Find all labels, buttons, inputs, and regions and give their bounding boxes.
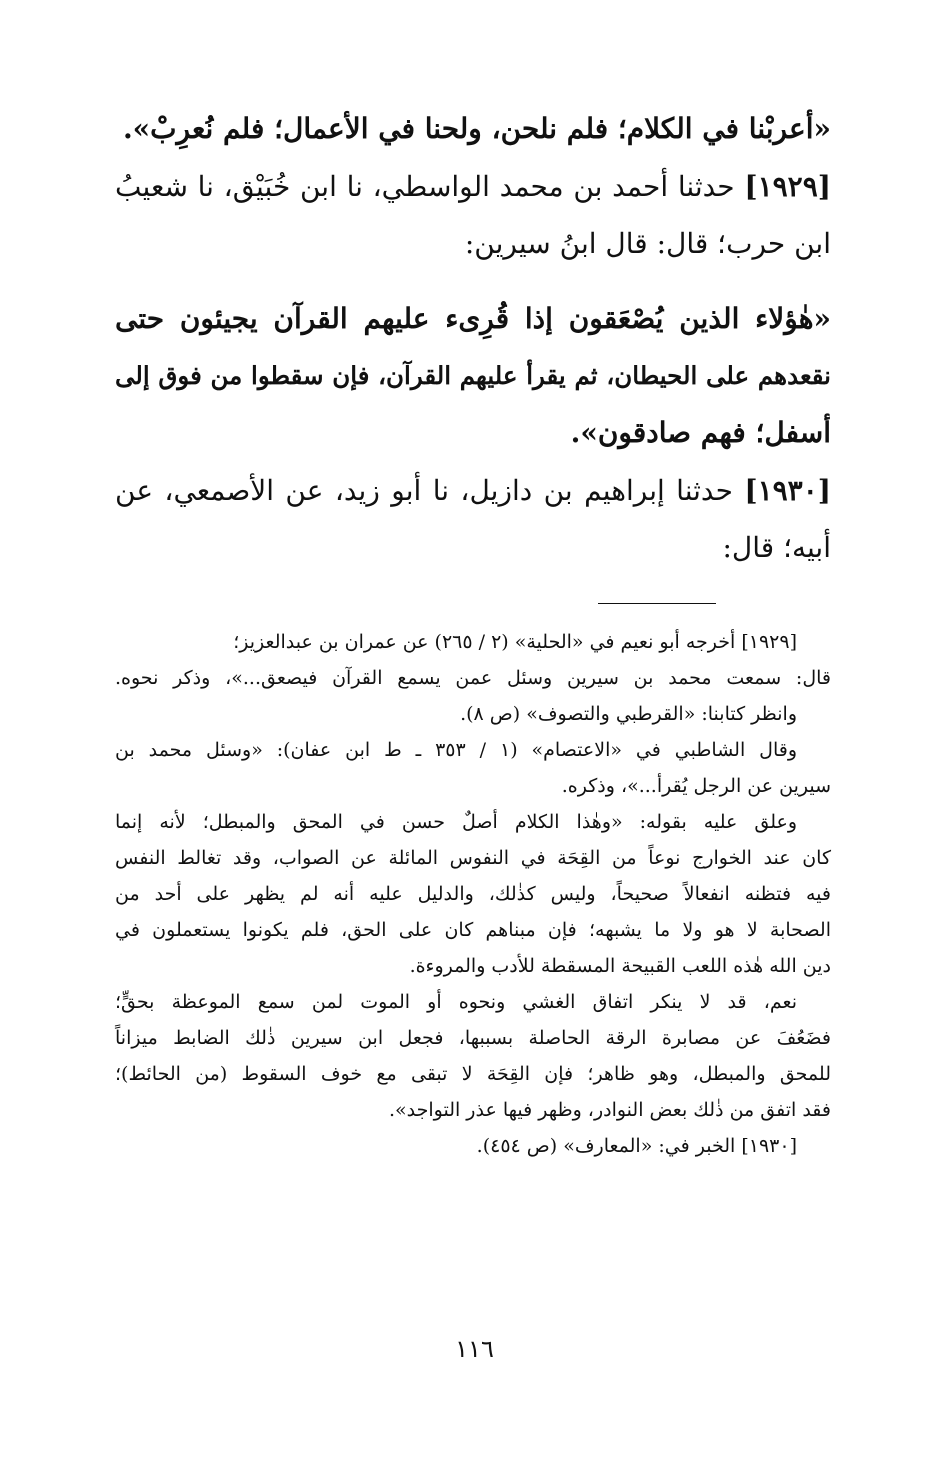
- entry-1930-isnad: حدثنا إبراهيم بن دازيل، نا أبو زيد، عن الأصمعي، عن: [115, 474, 733, 507]
- quote-line-3: أسفل؛ فهم صادقون».: [570, 416, 831, 449]
- entry-1930-line-1: [115, 462, 831, 519]
- page-number: ١١٦: [455, 1335, 494, 1363]
- footnote-line: وعلق عليه بقوله: «وهٰذا الكلام أصلٌ حسن في المحق والمبطل؛ لأنه إنما: [115, 811, 797, 833]
- footnote-line: كان عند الخوارج نوعاً من القِحَة في النفوس المائلة عن الصواب، وقد تغالط النفس: [115, 847, 831, 869]
- entry-1930: [115, 462, 831, 576]
- footnote-line: وانظر كتابنا: «القرطبي والتصوف» (ص ٨).: [460, 703, 797, 725]
- footnote-line: فقد اتفق من ذٰلك بعض النوادر، وظهر فيها عذر التواجد».: [388, 1099, 831, 1121]
- footnote-1930-number: [١٩٣٠]: [741, 1135, 797, 1157]
- entry-1929-line-2: ابن حرب؛ قال: قال ابنُ سيرين:: [464, 227, 831, 260]
- entry-1929-isnad: حدثنا أحمد بن محمد الواسطي، نا ابن خُبَيْق، نا شعيبُ: [115, 170, 735, 203]
- entry-1930-number: [١٩٣٠]: [744, 474, 831, 507]
- entry-1929-number: [١٩٢٩]: [744, 170, 831, 203]
- footnotes: [115, 624, 831, 1164]
- entry-1930-line-2: أبيه؛ قال:: [722, 531, 831, 564]
- quote-ending: «أعربْنا في الكلام؛ فلم نلحن، ولحنا في الأعمال؛ فلم نُعرِبْ».: [122, 112, 831, 145]
- footnote-line: دين الله هٰذه اللعب القبيحة المسقطة للأدب والمروءة.: [409, 955, 831, 977]
- footnote-1929-line-1: [١٩٢٩] أخرجه أبو نعيم في «الحلية» (٢ / ٢٦٥) عن عمران بن عبدالعزيز؛: [233, 631, 797, 653]
- footnote-line: الصحابة لا هو ولا ما يشبهه؛ فإن مبناهم كان على الحق، فلم يكونوا يستعملون في: [115, 919, 831, 941]
- quote-line-1: «هٰؤلاء الذين يُصْعَقون إذا قُرِىء عليهم القرآن يجيئون حتى: [115, 302, 831, 335]
- footnote-line: نعم، قد لا ينكر اتفاق الغشي ونحوه أو الموت لمن سمع الموعظة بحقٍّ؛: [115, 991, 797, 1013]
- footnote-line: فيه فتظنه انفعالاً صحيحاً، وليس كذٰلك، والدليل عليه أنه لم يظهر على أحد من: [115, 883, 831, 905]
- entry-1929-quote: [115, 290, 831, 461]
- footnote-1929-number: [١٩٢٩]: [741, 631, 797, 653]
- footnote-1930: [١٩٣٠] الخبر في: «المعارف» (ص ٤٥٤).: [476, 1135, 797, 1157]
- footnote-line: للمحق والمبطل، وهو ظاهر؛ فإن القِحَة لا تبقى مع خوف السقوط (من الحائط)؛: [115, 1063, 831, 1085]
- entry-1929: [115, 158, 831, 272]
- quote-line-2: نقعدهم على الحيطان، ثم يقرأ عليهم القرآن، فإن سقطوا من فوق إلى: [115, 361, 831, 390]
- entry-1929-line-1: [115, 158, 831, 215]
- footnote-line: سيرين عن الرجل يُقرأ...»، وذكره.: [561, 775, 831, 797]
- main-text: [115, 100, 831, 157]
- footnote-separator: [598, 603, 716, 604]
- footnote-line: قال: سمعت محمد بن سيرين وسئل عمن يسمع القرآن فيصعق...»، وذكر نحوه.: [115, 667, 831, 689]
- footnote-line: فضَعُفَ عن مصابرة الرقة الحاصلة بسببها، فجعل ابن سيرين ذٰلك الضابط ميزاناً: [115, 1027, 831, 1049]
- footnote-line: وقال الشاطبي في «الاعتصام» (١ / ٣٥٣ ـ ط ابن عفان): «وسئل محمد بن: [115, 739, 798, 761]
